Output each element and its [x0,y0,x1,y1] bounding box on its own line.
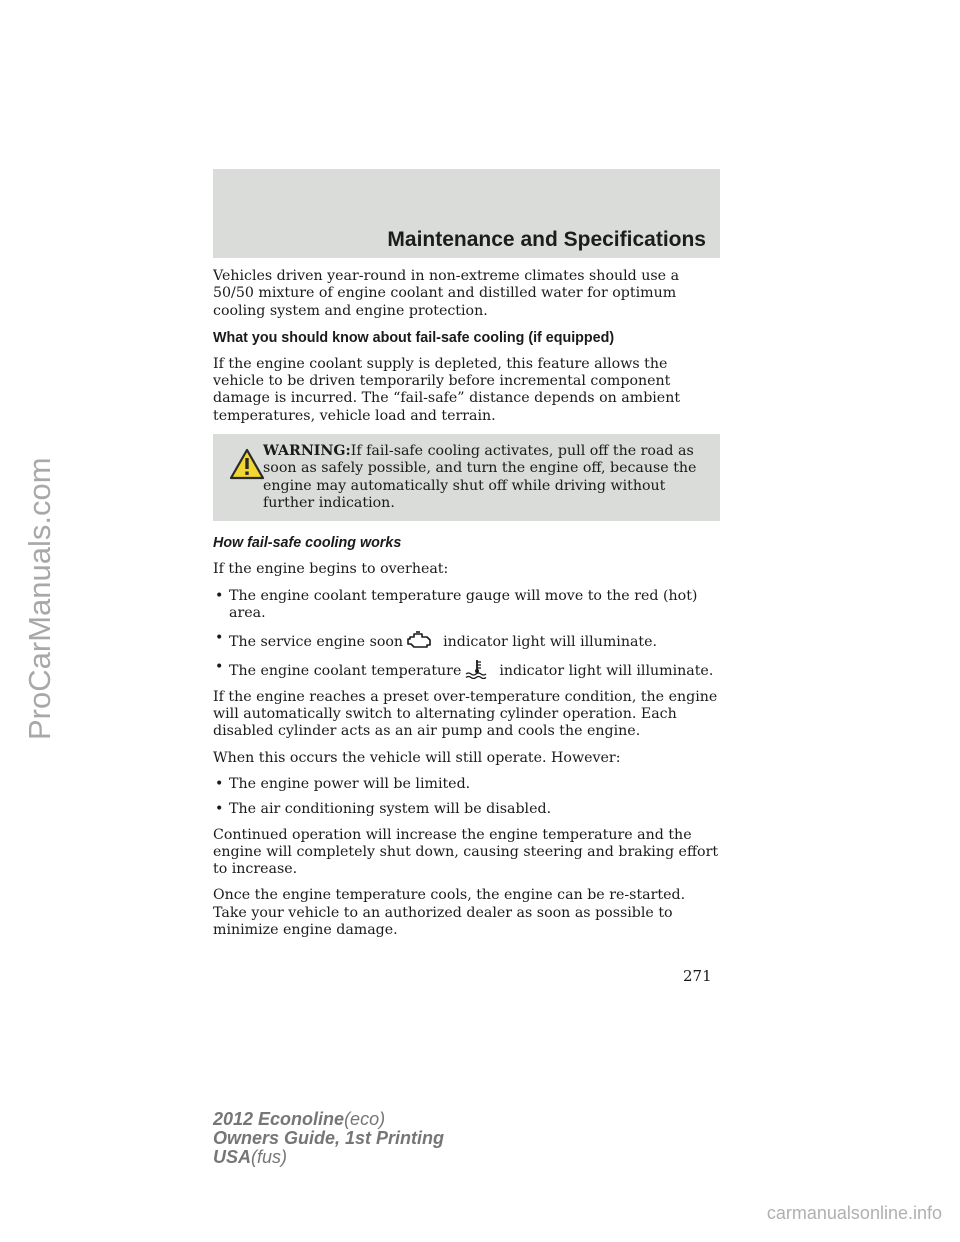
heading-fail-safe: What you should know about fail-safe cooling (if equipped) [213,329,615,346]
overheat-bullet-list [213,588,720,681]
warning-text [219,443,714,512]
paragraph-continued-operation: Continued operation will increase the engine temperature and the engine will completely shut down, causing steering and braking effort to increase. [213,826,719,878]
check-engine-icon [405,630,435,650]
coolant-temperature-icon [463,659,491,679]
footer-line-region: USA(fus) [213,1147,288,1167]
footer-line-printing: Owners Guide, 1st Printing [213,1128,445,1148]
list-item: • The service engine soon indicator light will illuminate. [213,630,720,651]
page-content [213,268,720,948]
limits-bullet-list [213,776,720,819]
paragraph-over-temperature: If the engine reaches a preset over-temperature condition, the engine will automatically switch to alternating cylinder operation. Each disabled cylinder acts as an air pump and cools the engine. [213,688,718,740]
list-item: • The engine coolant temperature indicator light will illuminate. [213,659,720,680]
footer-line-model: 2012 Econoline(eco) [213,1109,386,1129]
side-watermark: ProCarManuals.com [22,457,57,740]
list-item: • The engine power will be limited. [213,776,720,793]
heading-how-it-works: How fail-safe cooling works [213,535,402,552]
warning-box [213,434,720,521]
paragraph-coolant-mixture: Vehicles driven year-round in non-extreme climates should use a 50/50 mixture of engine coolant and distilled water for optimum cooling system and engine protection. [213,268,680,319]
footer-edition [213,1110,444,1167]
section-title: Maintenance and Specifications [387,228,706,251]
warning-body: If fail-safe cooling activates, pull off the road as soon as safely possible, and turn the engine off, because the engine may automatically shut off while driving without further indication. [263,443,697,511]
paragraph-restart: Once the engine temperature cools, the engine can be re-started. Take your vehicle to an authorized dealer as soon as possible to minimize engine damage. [213,887,686,939]
paragraph-overheat: If the engine begins to overheat: [213,561,449,578]
list-item: • The air conditioning system will be disabled. [213,801,720,818]
paragraph-fail-safe-intro: If the engine coolant supply is depleted, this feature allows the vehicle to be driven temporarily before incremental component damage is incurred. The “fail-safe” distance depends on ambient temperatures, vehicle load and terrain. [213,355,681,424]
section-header-band [213,169,720,258]
warning-label: WARNING: [263,443,351,460]
page-number: 271 [683,967,712,985]
paragraph-still-operate: When this occurs the vehicle will still operate. However: [213,749,621,766]
bottom-watermark: carmanualsonline.info [766,1203,942,1223]
list-item: • The engine coolant temperature gauge will move to the red (hot) area. [213,588,720,623]
warning-triangle-icon [229,448,265,480]
